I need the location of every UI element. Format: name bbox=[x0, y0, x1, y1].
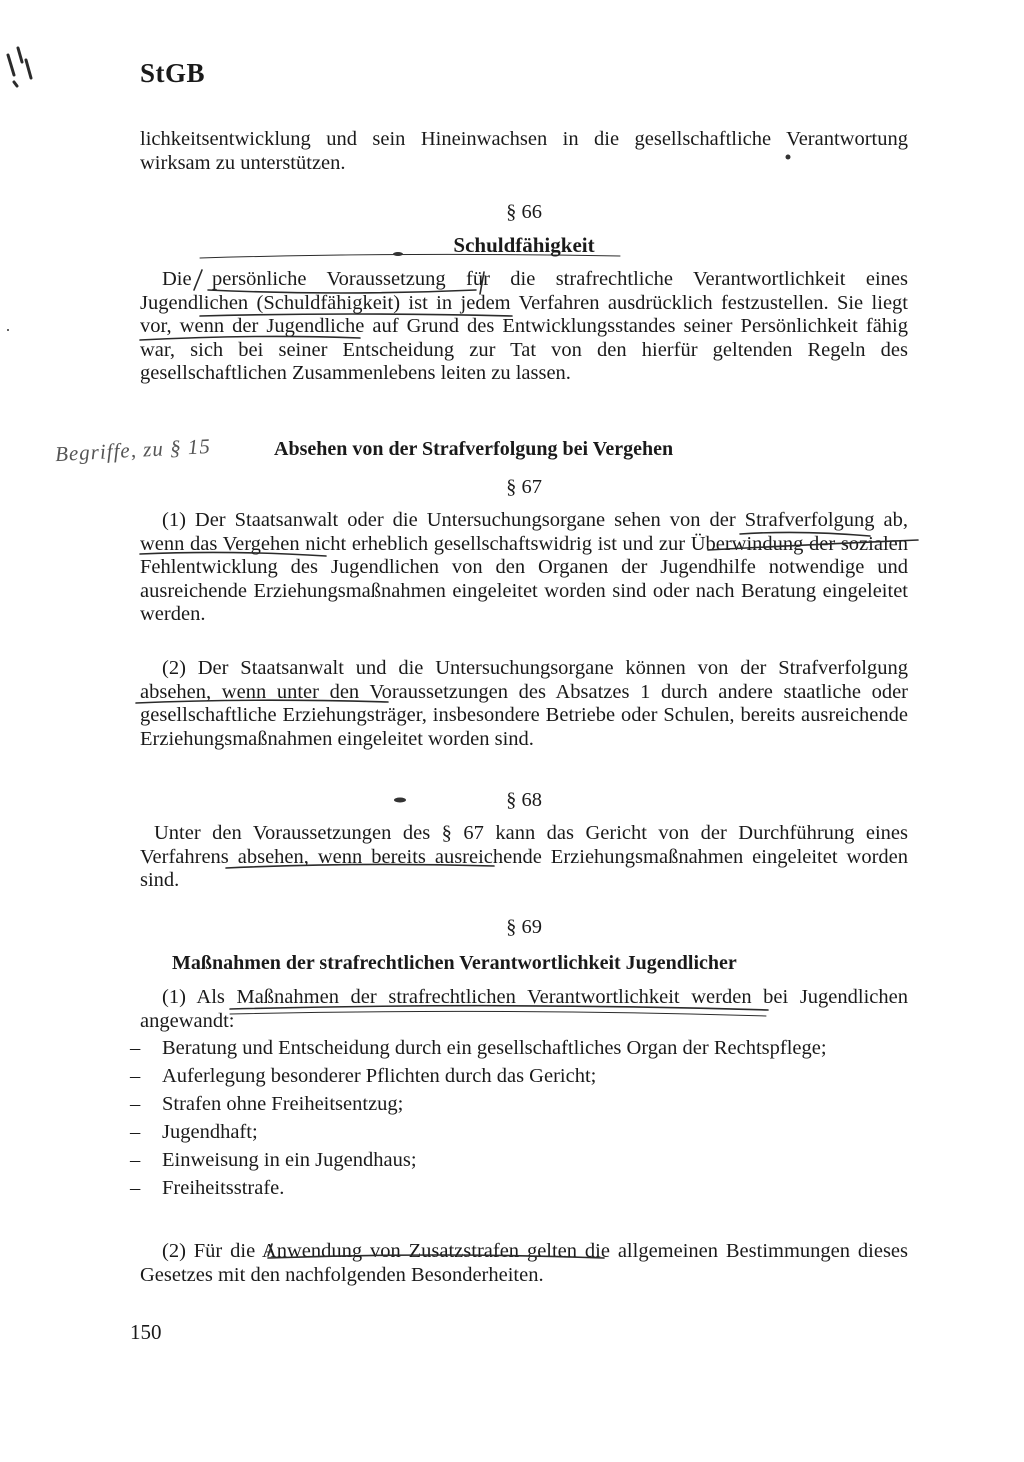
section-68-text: Unter den Voraussetzungen des § 67 kann das Gericht von der Durchführung eines Verfahrens absehen, wenn bereits ausreichende Erziehungsmaßnahmen eingeleitet worden sind. bbox=[140, 822, 908, 892]
intro-paragraph: lichkeitsentwicklung und sein Hineinwachsen in die gesellschaftliche Verantwortung wirksam zu unterstützen. bbox=[140, 128, 908, 174]
running-header: StGB bbox=[140, 58, 206, 88]
list-item-text: Strafen ohne Freiheitsentzug; bbox=[162, 1093, 404, 1115]
list-item bbox=[130, 1120, 910, 1144]
section-heading: Absehen von der Strafverfolgung bei Vergehen bbox=[274, 438, 674, 460]
list-item bbox=[130, 1092, 910, 1116]
dash-bullet: – bbox=[130, 1149, 141, 1171]
list-item-text: Beratung und Entscheidung durch ein gesellschaftliches Organ der Rechtspflege; bbox=[162, 1037, 827, 1059]
handwritten-margin-note: Begriffe, zu § 15 bbox=[54, 433, 212, 467]
dash-bullet: – bbox=[130, 1121, 141, 1143]
dash-bullet: – bbox=[130, 1177, 141, 1199]
section-69-number: § 69 bbox=[506, 916, 542, 938]
list-item bbox=[130, 1036, 910, 1060]
section-67-paragraph-2: (2) Der Staatsanwalt und die Untersuchungsorgane können von der Strafverfolgung absehen, wenn unter den Voraussetzungen des Absatzes 1 durch andere staatliche oder gesellschaftliche Erziehungsträger, insbesondere Betriebe oder Schulen, bereits ausreichende Erziehungsmaßnahmen eingeleitet worden sind. bbox=[140, 657, 908, 750]
section-67-paragraph-1: (1) Der Staatsanwalt oder die Untersuchungsorgane sehen von der Strafverfolgung ab, wenn das Vergehen nicht erheblich gesellschaftswidrig ist und zur Überwindung der sozialen Fehlentwicklung des Jugendlichen von den Organen der Jugendhilfe notwendige und ausreichende Erziehungsmaßnahmen eingeleitet worden sind oder nach Beratung eingeleitet werden. bbox=[140, 509, 908, 626]
section-69-title: Maßnahmen der strafrechtlichen Verantwortlichkeit Jugendlicher bbox=[172, 952, 737, 974]
list-item bbox=[130, 1176, 910, 1200]
dash-bullet: – bbox=[130, 1037, 141, 1059]
dash-bullet: – bbox=[130, 1065, 141, 1087]
section-67-number: § 67 bbox=[506, 476, 542, 498]
section-66-title: Schuldfähigkeit bbox=[453, 233, 595, 257]
dot-mark bbox=[7, 329, 9, 331]
section-66-text: Die persönliche Voraussetzung für die strafrechtliche Verantwortlichkeit eines Jugendlichen (Schuldfähigkeit) ist in jedem Verfahren ausdrücklich festzustellen. Sie liegt vor, wenn der Jugendliche auf Grund des Entwicklungsstandes seiner Persönlichkeit fähig war, sich bei seiner Entscheidung zur Tat von den hierfür geltenden Regeln des gesellschaftlichen Zusammenlebens leiten zu lassen. bbox=[140, 268, 908, 385]
dash-bullet: – bbox=[130, 1093, 141, 1115]
measures-list bbox=[130, 1036, 910, 1200]
list-item-text: Einweisung in ein Jugendhaus; bbox=[162, 1149, 417, 1171]
page-number: 150 bbox=[130, 1320, 162, 1344]
list-item bbox=[130, 1064, 910, 1088]
list-item bbox=[130, 1148, 910, 1172]
list-item-text: Auferlegung besonderer Pflichten durch das Gericht; bbox=[162, 1065, 597, 1087]
section-69-paragraph-2: (2) Für die Anwendung von Zusatzstrafen gelten die allgemeinen Bestimmungen dieses Gesetzes mit den nachfolgenden Besonderheiten. bbox=[140, 1240, 908, 1286]
corner-scribble bbox=[8, 48, 31, 86]
section-66-number: § 66 bbox=[506, 201, 542, 223]
section-69-paragraph-1: (1) Als Maßnahmen der strafrechtlichen Verantwortlichkeit werden bei Jugendlichen angewandt: bbox=[140, 986, 908, 1032]
list-item-text: Freiheitsstrafe. bbox=[162, 1177, 285, 1199]
list-item-text: Jugendhaft; bbox=[162, 1121, 258, 1143]
section-68-number: § 68 bbox=[506, 789, 542, 811]
